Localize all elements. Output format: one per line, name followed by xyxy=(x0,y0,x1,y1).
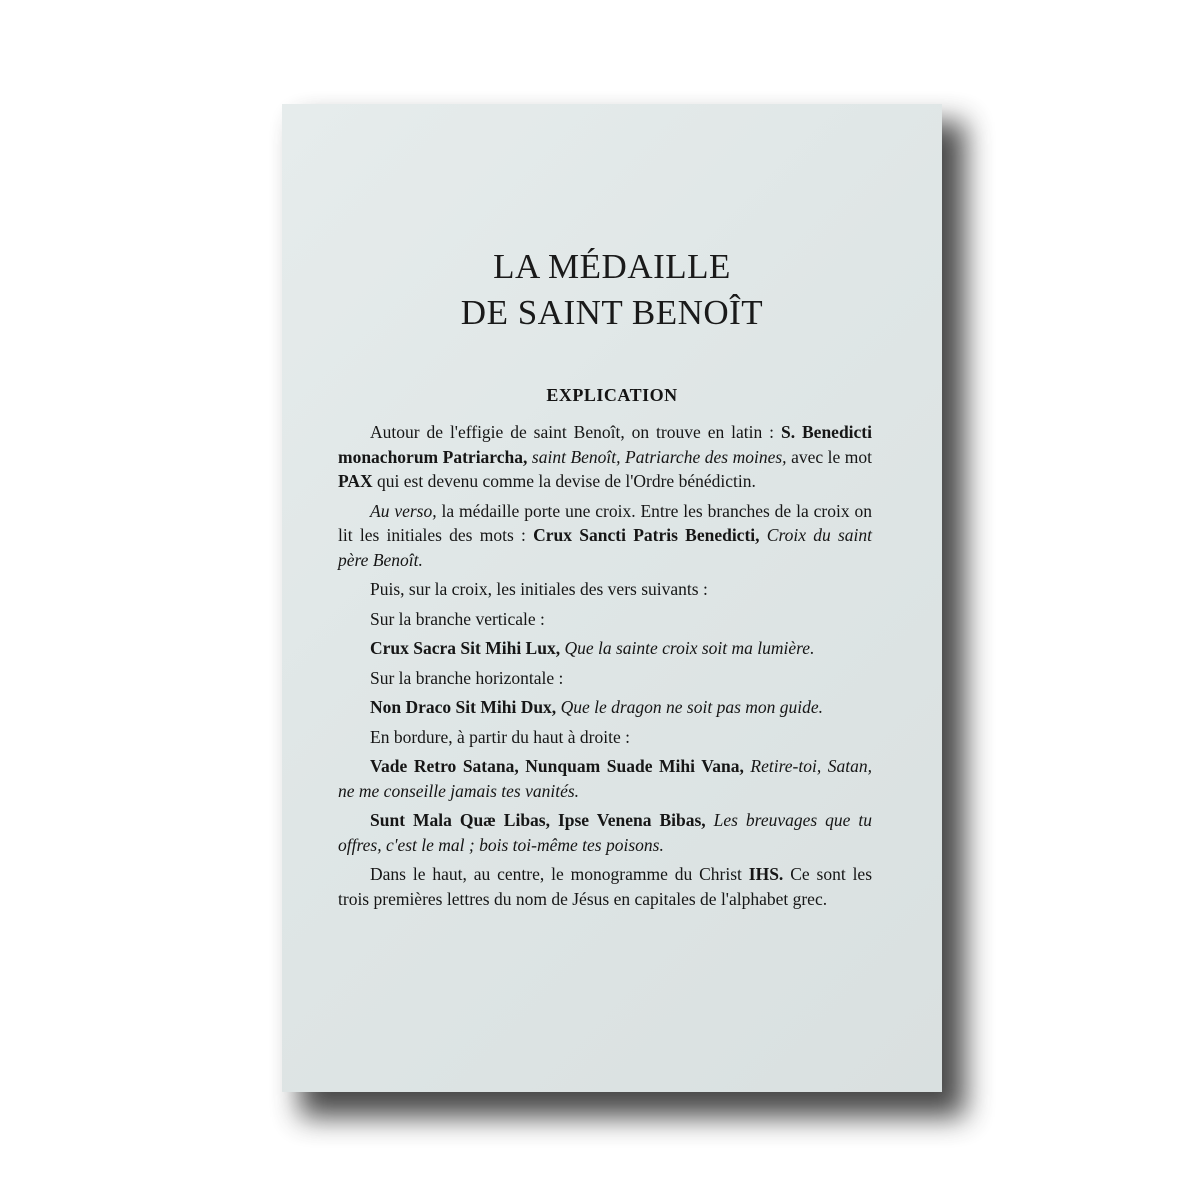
title-line-1: LA MÉDAILLE xyxy=(493,247,731,286)
paragraph-crux-sacra: Crux Sacra Sit Mihi Lux, Que la sainte croix soit ma lumière. xyxy=(370,638,815,658)
paragraph-verso: Au verso, la médaille porte une croix. Entre les branches de la croix on lit les initiales des mots : Crux Sancti Patris Benedicti, Croix du saint père Benoît. xyxy=(338,500,873,570)
paragraph-effigy: Autour de l'effigie de saint Benoît, on trouve en latin : S. Benedicti monachorum Patriarcha, saint Benoît, Patriarche des moines, avec le mot PAX qui est devenu comme la devise de l'Ordre bénédictin. xyxy=(338,422,873,491)
prayer-card xyxy=(282,104,942,1092)
paragraph-monogram: Dans le haut, au centre, le monogramme du Christ IHS. Ce sont les trois premières lettres du nom de Jésus en capitales de l'alphabet grec. xyxy=(338,864,873,909)
paragraph-horizontal-branch: Sur la branche horizontale : xyxy=(370,667,564,688)
paragraph-vertical-branch: Sur la branche verticale : xyxy=(370,608,545,629)
paragraph-sunt-mala: Sunt Mala Quæ Libas, Ipse Venena Bibas, Les breuvages que tu offres, c'est le mal ; bois toi-même tes poisons. xyxy=(338,810,872,855)
paragraph-border: En bordure, à partir du haut à droite : xyxy=(370,726,630,747)
title-line-2: DE SAINT BENOÎT xyxy=(460,293,764,332)
paragraph-vade-retro: Vade Retro Satana, Nunquam Suade Mihi Vana, Retire-toi, Satan, ne me conseille jamais tes vanités. xyxy=(338,756,872,801)
explanation-body xyxy=(338,420,872,916)
paragraph-cross-initials: Puis, sur la croix, les initiales des vers suivants : xyxy=(370,579,708,599)
paragraph-non-draco: Non Draco Sit Mihi Dux, Que le dragon ne soit pas mon guide. xyxy=(370,697,824,717)
section-heading: EXPLICATION xyxy=(546,385,678,405)
